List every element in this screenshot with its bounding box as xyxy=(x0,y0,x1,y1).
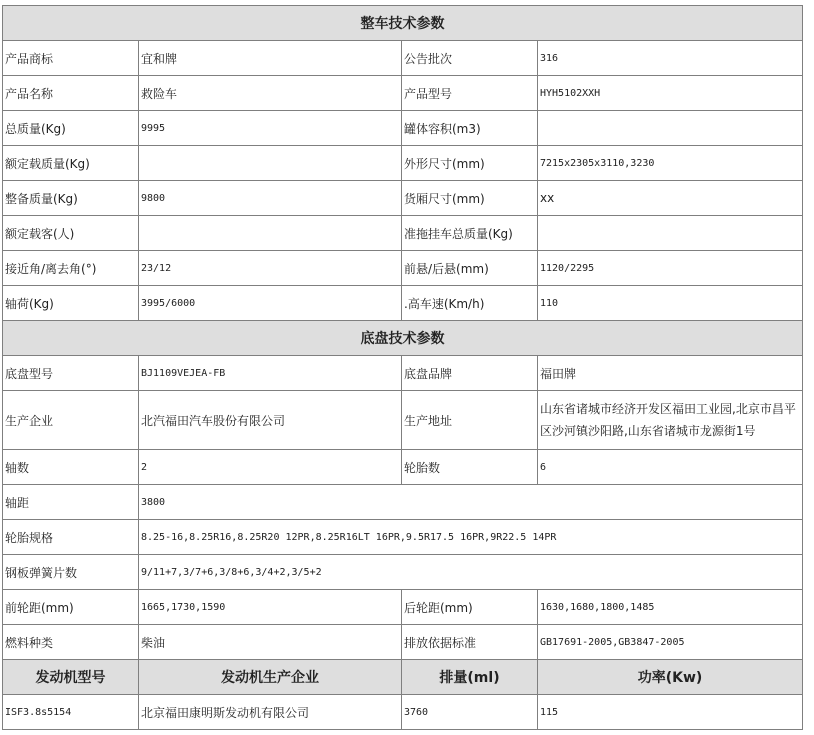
chassis-row xyxy=(3,391,803,450)
param-value: 316 xyxy=(538,41,803,76)
param-value: 山东省诸城市经济开发区福田工业园,北京市昌平区沙河镇沙阳路,山东省诸城市龙源街1号 xyxy=(538,391,803,450)
param-label: 准拖挂车总质量(Kg) xyxy=(402,216,538,251)
param-label: 产品名称 xyxy=(3,76,139,111)
param-value: 23/12 xyxy=(139,251,402,286)
engine-column-header: 发动机型号 xyxy=(3,660,139,695)
engine-column-header: 发动机生产企业 xyxy=(139,660,402,695)
vehicle-section-title: 整车技术参数 xyxy=(3,6,803,41)
param-value: GB17691-2005,GB3847-2005 xyxy=(538,625,803,660)
engine-value: 3760 xyxy=(402,695,538,730)
param-value: 宜和牌 xyxy=(139,41,402,76)
chassis-section-header xyxy=(3,321,803,356)
vehicle-section-header xyxy=(3,6,803,41)
vehicle-row xyxy=(3,111,803,146)
param-label: 钢板弹簧片数 xyxy=(3,555,139,590)
param-label: 罐体容积(m3) xyxy=(402,111,538,146)
vehicle-row xyxy=(3,146,803,181)
param-value: 福田牌 xyxy=(538,356,803,391)
chassis-row xyxy=(3,520,803,555)
param-value: 2 xyxy=(139,450,402,485)
param-label: 轴荷(Kg) xyxy=(3,286,139,321)
vehicle-row xyxy=(3,181,803,216)
vehicle-row xyxy=(3,251,803,286)
vehicle-row xyxy=(3,216,803,251)
param-value: BJ1109VEJEA-FB xyxy=(139,356,402,391)
param-label: 轮胎规格 xyxy=(3,520,139,555)
param-label: 货厢尺寸(mm) xyxy=(402,181,538,216)
param-label: 接近角/离去角(°) xyxy=(3,251,139,286)
vehicle-row xyxy=(3,76,803,111)
engine-column-header: 排量(ml) xyxy=(402,660,538,695)
param-label: 轴数 xyxy=(3,450,139,485)
engine-value: 115 xyxy=(538,695,803,730)
param-label: .高车速(Km/h) xyxy=(402,286,538,321)
param-label: 底盘型号 xyxy=(3,356,139,391)
param-value: 北汽福田汽车股份有限公司 xyxy=(139,391,402,450)
engine-value: 北京福田康明斯发动机有限公司 xyxy=(139,695,402,730)
param-value: 3800 xyxy=(139,485,803,520)
param-label: 生产企业 xyxy=(3,391,139,450)
spec-table xyxy=(2,5,803,730)
param-label: 轮胎数 xyxy=(402,450,538,485)
engine-value: ISF3.8s5154 xyxy=(3,695,139,730)
param-label: 燃料种类 xyxy=(3,625,139,660)
param-label: 产品商标 xyxy=(3,41,139,76)
chassis-row xyxy=(3,625,803,660)
chassis-row xyxy=(3,590,803,625)
vehicle-row xyxy=(3,286,803,321)
param-value: 110 xyxy=(538,286,803,321)
engine-row xyxy=(3,695,803,730)
param-label: 生产地址 xyxy=(402,391,538,450)
param-value: HYH5102XXH xyxy=(538,76,803,111)
chassis-row xyxy=(3,485,803,520)
param-label: 前悬/后悬(mm) xyxy=(402,251,538,286)
vehicle-row xyxy=(3,41,803,76)
chassis-row xyxy=(3,356,803,391)
param-label: 整备质量(Kg) xyxy=(3,181,139,216)
param-label: 额定载质量(Kg) xyxy=(3,146,139,181)
param-value: 6 xyxy=(538,450,803,485)
engine-header-row xyxy=(3,660,803,695)
chassis-row xyxy=(3,555,803,590)
param-value: 3995/6000 xyxy=(139,286,402,321)
param-label: 外形尺寸(mm) xyxy=(402,146,538,181)
param-value: 1630,1680,1800,1485 xyxy=(538,590,803,625)
chassis-section-title: 底盘技术参数 xyxy=(3,321,803,356)
param-value xyxy=(538,216,803,251)
param-value: 9800 xyxy=(139,181,402,216)
param-label: 额定载客(人) xyxy=(3,216,139,251)
param-value: 9/11+7,3/7+6,3/8+6,3/4+2,3/5+2 xyxy=(139,555,803,590)
param-label: 总质量(Kg) xyxy=(3,111,139,146)
param-value xyxy=(538,111,803,146)
param-label: 轴距 xyxy=(3,485,139,520)
param-value xyxy=(139,216,402,251)
param-label: 底盘品牌 xyxy=(402,356,538,391)
param-value: 救险车 xyxy=(139,76,402,111)
param-label: 后轮距(mm) xyxy=(402,590,538,625)
engine-column-header: 功率(Kw) xyxy=(538,660,803,695)
param-label: 公告批次 xyxy=(402,41,538,76)
param-value: 7215x2305x3110,3230 xyxy=(538,146,803,181)
param-value xyxy=(139,146,402,181)
param-label: 前轮距(mm) xyxy=(3,590,139,625)
param-value: 1665,1730,1590 xyxy=(139,590,402,625)
param-value: 9995 xyxy=(139,111,402,146)
chassis-row xyxy=(3,450,803,485)
param-label: 产品型号 xyxy=(402,76,538,111)
param-value: 1120/2295 xyxy=(538,251,803,286)
param-value: 柴油 xyxy=(139,625,402,660)
param-value: xx xyxy=(538,181,803,216)
param-label: 排放依据标准 xyxy=(402,625,538,660)
param-value: 8.25-16,8.25R16,8.25R20 12PR,8.25R16LT 16PR,9.5R17.5 16PR,9R22.5 14PR xyxy=(139,520,803,555)
